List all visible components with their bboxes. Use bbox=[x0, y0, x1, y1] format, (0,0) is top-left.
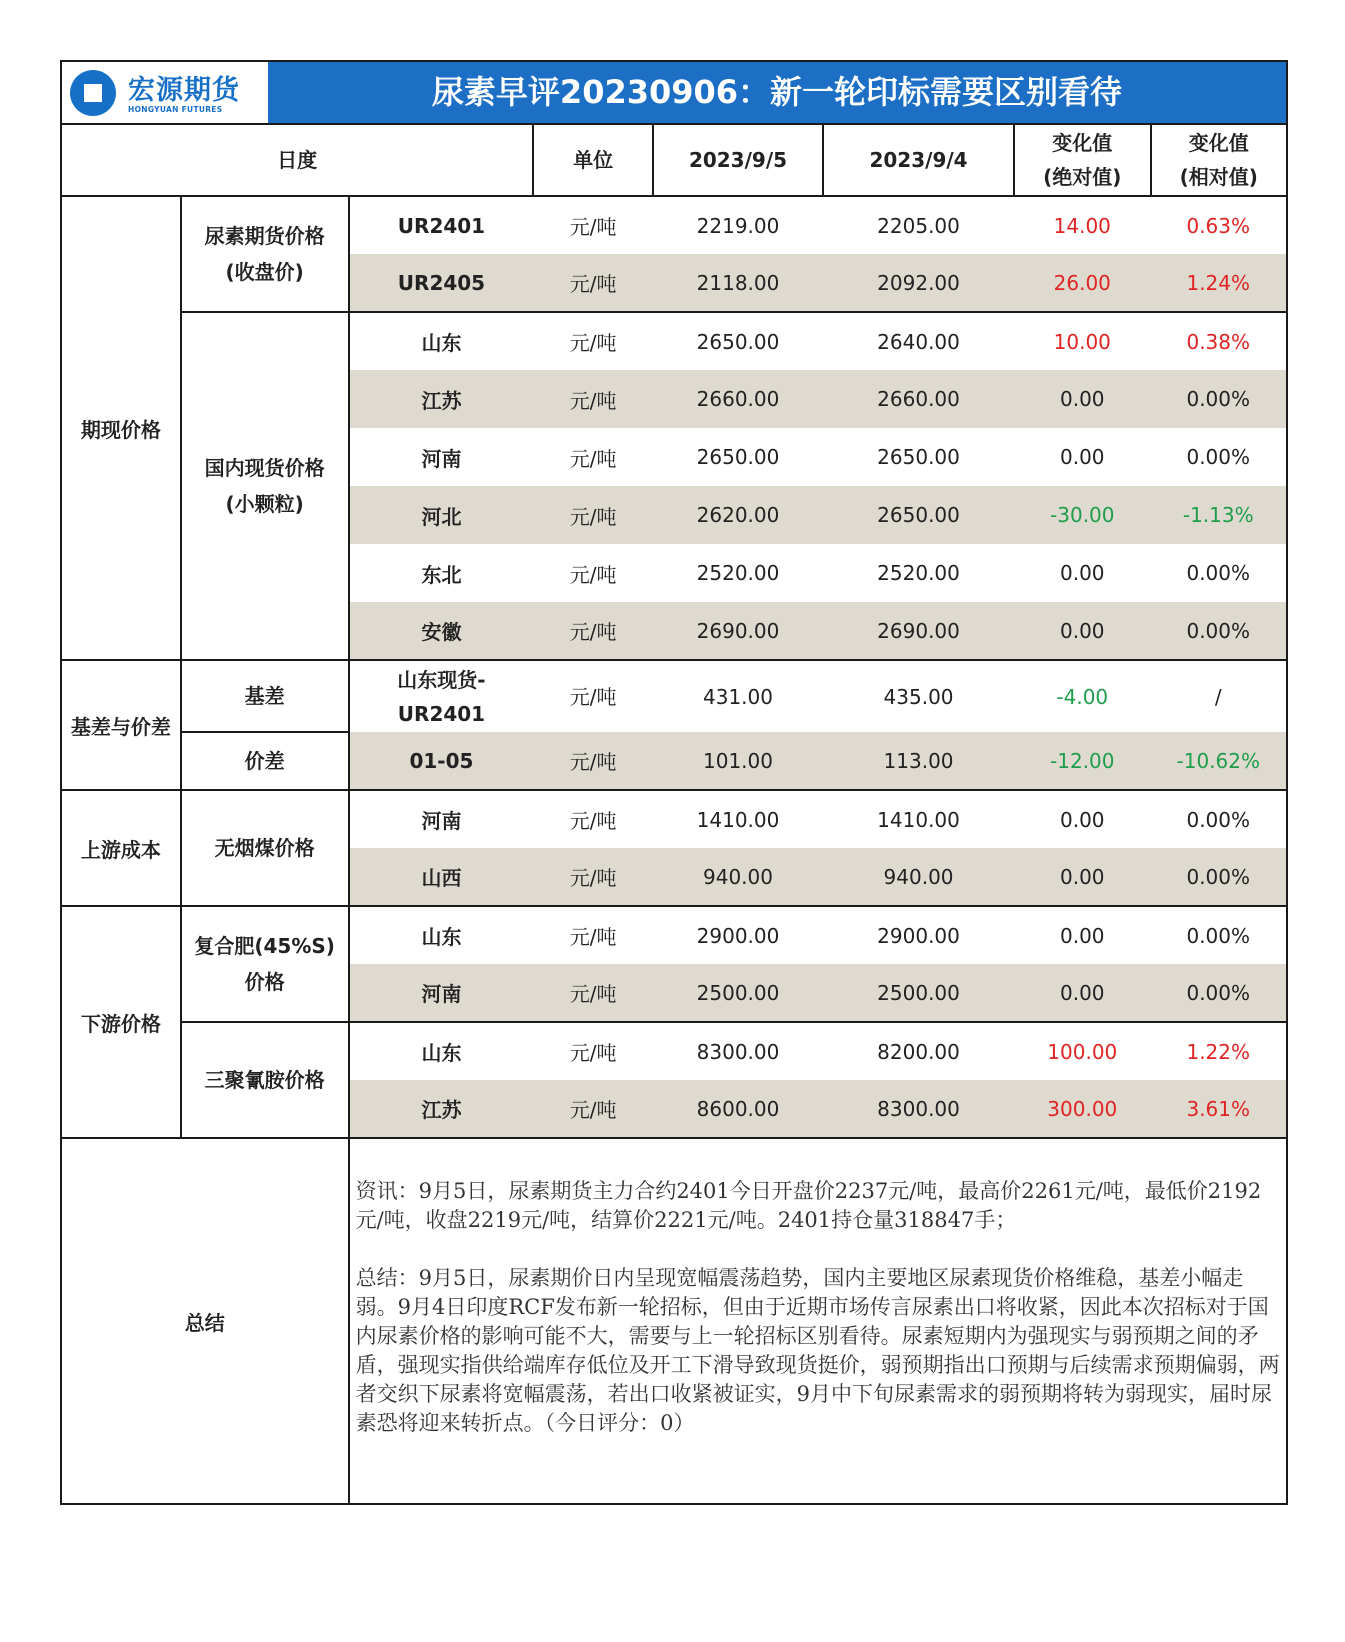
row-value-date1: 2620.00 bbox=[653, 486, 823, 544]
column-header-rel-change: 变化值 (相对值) bbox=[1151, 124, 1288, 196]
row-unit: 元/吨 bbox=[533, 486, 653, 544]
row-unit: 元/吨 bbox=[533, 544, 653, 602]
row-value-date1: 2900.00 bbox=[653, 906, 823, 964]
row-name: 山东 bbox=[349, 906, 534, 964]
row-rel-change: 0.00% bbox=[1151, 544, 1288, 602]
row-unit: 元/吨 bbox=[533, 602, 653, 660]
row-value-date1: 2660.00 bbox=[653, 370, 823, 428]
row-abs-change: 0.00 bbox=[1014, 906, 1150, 964]
row-value-date1: 2118.00 bbox=[653, 254, 823, 312]
row-value-date1: 8600.00 bbox=[653, 1080, 823, 1138]
subcategory-futures-price: 尿素期货价格 (收盘价) bbox=[181, 196, 349, 312]
row-rel-change: -10.62% bbox=[1151, 732, 1288, 790]
row-rel-change: 0.63% bbox=[1151, 196, 1288, 254]
table-row bbox=[61, 790, 1287, 848]
table-row bbox=[61, 732, 1287, 790]
row-abs-change: 10.00 bbox=[1014, 312, 1150, 370]
row-abs-change: 0.00 bbox=[1014, 964, 1150, 1022]
logo-chinese-name: 宏源期货 bbox=[128, 75, 240, 106]
row-value-date2: 2640.00 bbox=[823, 312, 1014, 370]
row-unit: 元/吨 bbox=[533, 312, 653, 370]
row-value-date2: 940.00 bbox=[823, 848, 1014, 906]
column-header-date1: 2023/9/5 bbox=[653, 124, 823, 196]
row-unit: 元/吨 bbox=[533, 196, 653, 254]
row-value-date1: 101.00 bbox=[653, 732, 823, 790]
summary-news: 资讯：9月5日，尿素期货主力合约2401今日开盘价2237元/吨，最高价2261元/吨，最低价2192元/吨，收盘2219元/吨，结算价2221元/吨。2401持仓量318847手； bbox=[355, 1179, 1262, 1232]
row-name: UR2401 bbox=[349, 196, 534, 254]
row-abs-change: 100.00 bbox=[1014, 1022, 1150, 1080]
row-name: 东北 bbox=[349, 544, 534, 602]
row-rel-change: 3.61% bbox=[1151, 1080, 1288, 1138]
row-value-date2: 2690.00 bbox=[823, 602, 1014, 660]
report-sheet bbox=[60, 60, 1288, 1505]
row-value-date1: 2650.00 bbox=[653, 312, 823, 370]
row-unit: 元/吨 bbox=[533, 254, 653, 312]
category-downstream: 下游价格 bbox=[61, 906, 181, 1138]
row-rel-change: 0.00% bbox=[1151, 964, 1288, 1022]
category-basis-spread: 基差与价差 bbox=[61, 660, 181, 790]
row-abs-change: 0.00 bbox=[1014, 370, 1150, 428]
row-value-date2: 2900.00 bbox=[823, 906, 1014, 964]
row-rel-change: 0.00% bbox=[1151, 370, 1288, 428]
row-value-date1: 2520.00 bbox=[653, 544, 823, 602]
price-table bbox=[60, 123, 1288, 1505]
report-title: 尿素早评20230906：新一轮印标需要区别看待 bbox=[431, 73, 1123, 111]
row-value-date2: 2205.00 bbox=[823, 196, 1014, 254]
row-value-date2: 435.00 bbox=[823, 660, 1014, 732]
row-name: UR2405 bbox=[349, 254, 534, 312]
subcategory-spread: 价差 bbox=[181, 732, 349, 790]
row-value-date1: 940.00 bbox=[653, 848, 823, 906]
row-rel-change: 0.38% bbox=[1151, 312, 1288, 370]
category-upstream: 上游成本 bbox=[61, 790, 181, 906]
report-header bbox=[60, 60, 1288, 123]
row-abs-change: 0.00 bbox=[1014, 790, 1150, 848]
column-header-unit: 单位 bbox=[533, 124, 653, 196]
row-value-date2: 2650.00 bbox=[823, 486, 1014, 544]
row-value-date1: 431.00 bbox=[653, 660, 823, 732]
row-abs-change: 26.00 bbox=[1014, 254, 1150, 312]
row-unit: 元/吨 bbox=[533, 732, 653, 790]
row-value-date2: 8300.00 bbox=[823, 1080, 1014, 1138]
row-unit: 元/吨 bbox=[533, 848, 653, 906]
row-abs-change: -12.00 bbox=[1014, 732, 1150, 790]
row-value-date2: 113.00 bbox=[823, 732, 1014, 790]
column-header-abs-change: 变化值 (绝对值) bbox=[1014, 124, 1150, 196]
row-name: 山东 bbox=[349, 1022, 534, 1080]
subcategory-basis: 基差 bbox=[181, 660, 349, 732]
row-value-date1: 2690.00 bbox=[653, 602, 823, 660]
row-value-date2: 2650.00 bbox=[823, 428, 1014, 486]
row-value-date2: 8200.00 bbox=[823, 1022, 1014, 1080]
row-value-date2: 1410.00 bbox=[823, 790, 1014, 848]
row-abs-change: 0.00 bbox=[1014, 848, 1150, 906]
row-name: 山东现货- UR2401 bbox=[349, 660, 534, 732]
row-unit: 元/吨 bbox=[533, 428, 653, 486]
table-header-row bbox=[61, 124, 1287, 196]
row-value-date1: 8300.00 bbox=[653, 1022, 823, 1080]
table-row bbox=[61, 660, 1287, 732]
row-name: 山西 bbox=[349, 848, 534, 906]
row-value-date1: 2650.00 bbox=[653, 428, 823, 486]
row-abs-change: 300.00 bbox=[1014, 1080, 1150, 1138]
subcategory-anthracite: 无烟煤价格 bbox=[181, 790, 349, 906]
row-unit: 元/吨 bbox=[533, 964, 653, 1022]
summary-conclusion: 总结：9月5日，尿素期价日内呈现宽幅震荡趋势，国内主要地区尿素现货价格维稳，基差小幅走弱。9月4日印度RCF发布新一轮招标，但由于近期市场传言尿素出口将收紧，因此本次招标对于国内尿素价格的影响可能不大，需要与上一轮招标区别看待。尿素短期内为强现实与弱预期之间的矛盾，强现实指供给端库存低位及开工下滑导致现货挺价，弱预期指出口预期与后续需求预期偏弱，两者交织下尿素将宽幅震荡，若出口收紧被证实，9月中下旬尿素需求的弱预期将转为弱现实，届时尿素恐将迎来转折点。（今日评分：0） bbox=[355, 1266, 1280, 1435]
row-abs-change: 0.00 bbox=[1014, 602, 1150, 660]
row-name: 01-05 bbox=[349, 732, 534, 790]
column-header-period: 日度 bbox=[61, 124, 533, 196]
row-abs-change: 14.00 bbox=[1014, 196, 1150, 254]
row-unit: 元/吨 bbox=[533, 906, 653, 964]
summary-label: 总结 bbox=[61, 1138, 349, 1504]
summary-text bbox=[349, 1138, 1287, 1504]
row-value-date2: 2092.00 bbox=[823, 254, 1014, 312]
row-abs-change: -4.00 bbox=[1014, 660, 1150, 732]
subcategory-spot-price: 国内现货价格 (小颗粒) bbox=[181, 312, 349, 660]
row-rel-change: 1.22% bbox=[1151, 1022, 1288, 1080]
row-unit: 元/吨 bbox=[533, 1080, 653, 1138]
row-abs-change: 0.00 bbox=[1014, 544, 1150, 602]
row-value-date2: 2660.00 bbox=[823, 370, 1014, 428]
row-unit: 元/吨 bbox=[533, 1022, 653, 1080]
row-value-date1: 2219.00 bbox=[653, 196, 823, 254]
row-rel-change: 0.00% bbox=[1151, 906, 1288, 964]
table-row bbox=[61, 906, 1287, 964]
row-rel-change: / bbox=[1151, 660, 1288, 732]
row-rel-change: 0.00% bbox=[1151, 790, 1288, 848]
row-name: 河南 bbox=[349, 790, 534, 848]
subcategory-melamine: 三聚氰胺价格 bbox=[181, 1022, 349, 1138]
row-name: 山东 bbox=[349, 312, 534, 370]
logo-icon bbox=[70, 70, 116, 116]
row-unit: 元/吨 bbox=[533, 790, 653, 848]
subcategory-compound-fertilizer: 复合肥(45%S) 价格 bbox=[181, 906, 349, 1022]
row-name: 河南 bbox=[349, 964, 534, 1022]
row-value-date2: 2500.00 bbox=[823, 964, 1014, 1022]
category-futures-spot: 期现价格 bbox=[61, 196, 181, 660]
company-logo bbox=[62, 62, 268, 123]
row-abs-change: 0.00 bbox=[1014, 428, 1150, 486]
row-rel-change: 0.00% bbox=[1151, 428, 1288, 486]
row-name: 河南 bbox=[349, 428, 534, 486]
row-value-date2: 2520.00 bbox=[823, 544, 1014, 602]
row-rel-change: 1.24% bbox=[1151, 254, 1288, 312]
row-unit: 元/吨 bbox=[533, 660, 653, 732]
row-rel-change: 0.00% bbox=[1151, 602, 1288, 660]
logo-english-name: HONGYUAN FUTURES bbox=[128, 105, 223, 114]
table-row bbox=[61, 1022, 1287, 1080]
summary-row bbox=[61, 1138, 1287, 1504]
row-rel-change: -1.13% bbox=[1151, 486, 1288, 544]
table-row bbox=[61, 312, 1287, 370]
row-name: 江苏 bbox=[349, 1080, 534, 1138]
column-header-date2: 2023/9/4 bbox=[823, 124, 1014, 196]
row-value-date1: 2500.00 bbox=[653, 964, 823, 1022]
row-abs-change: -30.00 bbox=[1014, 486, 1150, 544]
row-rel-change: 0.00% bbox=[1151, 848, 1288, 906]
row-unit: 元/吨 bbox=[533, 370, 653, 428]
row-name: 江苏 bbox=[349, 370, 534, 428]
row-name: 河北 bbox=[349, 486, 534, 544]
row-value-date1: 1410.00 bbox=[653, 790, 823, 848]
row-name: 安徽 bbox=[349, 602, 534, 660]
table-row bbox=[61, 196, 1287, 254]
